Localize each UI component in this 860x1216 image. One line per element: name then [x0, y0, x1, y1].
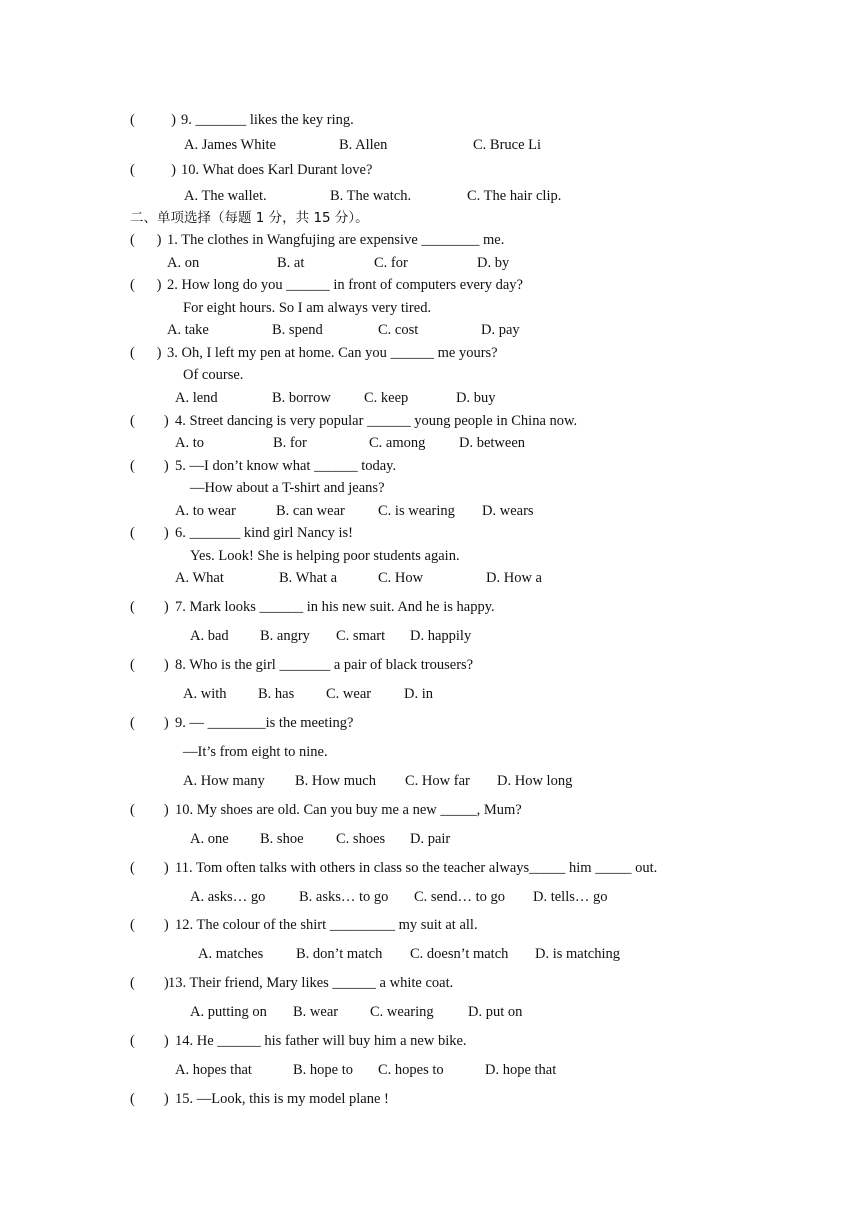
p2-q3-answer: Of course.: [183, 367, 244, 383]
p2-q2-option-c: C. cost: [378, 322, 419, 338]
p2-q15-bracket: ( ): [130, 1091, 169, 1107]
p2-q10-stem: 10. My shoes are old. Can you buy me a new _____, Mum?: [175, 802, 522, 818]
p2-q2-answer: For eight hours. So I am always very tired.: [183, 300, 432, 316]
q10-option-a: A. The wallet.: [184, 188, 267, 204]
q10-stem: 10. What does Karl Durant love?: [181, 162, 373, 178]
p2-q14-option-d: D. hope that: [485, 1062, 557, 1078]
p2-q5-bracket: ( ): [130, 458, 169, 474]
p2-q3-stem: 3. Oh, I left my pen at home. Can you ______ me yours?: [167, 345, 498, 361]
p2-q7-stem: 7. Mark looks ______ in his new suit. And he is happy.: [175, 599, 495, 615]
q10-option-b: B. The watch.: [330, 188, 412, 204]
p2-q11-option-c: C. send… to go: [414, 889, 506, 905]
p2-q6-option-d: D. How a: [486, 570, 542, 586]
p2-q10-bracket: ( ): [130, 802, 169, 818]
p2-q2-option-d: D. pay: [481, 322, 520, 338]
p2-q10-option-b: B. shoe: [260, 831, 304, 847]
p2-q6-option-a: A. What: [175, 570, 224, 586]
p2-q5-answer: —How about a T-shirt and jeans?: [190, 480, 385, 496]
p2-q6-answer: Yes. Look! She is helping poor students again.: [190, 548, 460, 564]
p2-q9-option-d: D. How long: [497, 773, 573, 789]
p2-q4-bracket: ( ): [130, 413, 169, 429]
p2-q12-option-a: A. matches: [198, 946, 264, 962]
p2-q8-option-a: A. with: [183, 686, 227, 702]
p2-q4-stem: 4. Street dancing is very popular ______ young people in China now.: [175, 413, 578, 429]
p2-q2-option-b: B. spend: [272, 322, 323, 338]
p2-q14-option-c: C. hopes to: [378, 1062, 444, 1078]
p2-q3-option-a: A. lend: [175, 390, 218, 406]
p2-q13-option-b: B. wear: [293, 1004, 339, 1020]
p2-q9-answer: —It’s from eight to nine.: [183, 744, 328, 760]
p2-q4-option-d: D. between: [459, 435, 526, 451]
p2-q8-stem: 8. Who is the girl _______ a pair of black trousers?: [175, 657, 474, 673]
p2-q7-option-d: D. happily: [410, 628, 472, 644]
p2-q14-option-a: A. hopes that: [175, 1062, 252, 1078]
p2-q9-option-b: B. How much: [295, 773, 376, 789]
p2-q4-option-c: C. among: [369, 435, 426, 451]
p2-q5-option-c: C. is wearing: [378, 503, 455, 519]
p2-q8-option-c: C. wear: [326, 686, 372, 702]
p2-q12-option-d: D. is matching: [535, 946, 620, 962]
p2-q5-option-a: A. to wear: [175, 503, 236, 519]
p2-q1-stem: 1. The clothes in Wangfujing are expensive ________ me.: [167, 232, 505, 248]
p2-q8-option-b: B. has: [258, 686, 295, 702]
p2-q3-option-b: B. borrow: [272, 390, 331, 406]
p2-q5-option-b: B. can wear: [276, 503, 345, 519]
p2-q11-stem: 11. Tom often talks with others in class so the teacher always_____ him _____ out.: [175, 860, 658, 876]
p2-q6-option-c: C. How: [378, 570, 424, 586]
p2-q11-option-d: D. tells… go: [533, 889, 608, 905]
p2-q2-option-a: A. take: [167, 322, 209, 338]
p2-q10-option-d: D. pair: [410, 831, 451, 847]
p2-q1-option-d: D. by: [477, 255, 510, 271]
p2-q8-option-d: D. in: [404, 686, 433, 702]
p2-q9-option-c: C. How far: [405, 773, 470, 789]
p2-q12-bracket: ( ): [130, 917, 169, 933]
q9-option-c: C. Bruce Li: [473, 137, 542, 153]
p2-q7-option-b: B. angry: [260, 628, 310, 644]
p2-q13-stem: 13. Their friend, Mary likes ______ a white coat.: [168, 975, 454, 991]
q9-bracket: ( ): [130, 112, 176, 128]
q10-bracket: ( ): [130, 162, 176, 178]
p2-q1-option-b: B. at: [277, 255, 305, 271]
p2-q6-stem: 6. _______ kind girl Nancy is!: [175, 525, 354, 541]
p2-q1-bracket: ( ): [130, 232, 162, 248]
p2-q13-option-d: D. put on: [468, 1004, 523, 1020]
p2-q15-stem: 15. —Look, this is my model plane !: [175, 1091, 389, 1107]
p2-q9-option-a: A. How many: [183, 773, 265, 789]
p2-q1-option-c: C. for: [374, 255, 408, 271]
q9-option-a: A. James White: [184, 137, 276, 153]
p2-q11-option-a: A. asks… go: [190, 889, 266, 905]
p2-q12-option-b: B. don’t match: [296, 946, 383, 962]
section-heading: 二、单项选择（每题 1 分，共 15 分）。: [130, 210, 369, 226]
p2-q4-option-b: B. for: [273, 435, 307, 451]
p2-q8-bracket: ( ): [130, 657, 169, 673]
p2-q13-bracket: ( ): [130, 975, 169, 991]
p2-q9-bracket: ( ): [130, 715, 169, 731]
p2-q12-option-c: C. doesn’t match: [410, 946, 509, 962]
p2-q4-option-a: A. to: [175, 435, 204, 451]
q9-stem: 9. _______ likes the key ring.: [181, 112, 354, 128]
p2-q3-option-c: C. keep: [364, 390, 409, 406]
p2-q3-option-d: D. buy: [456, 390, 496, 406]
p2-q10-option-c: C. shoes: [336, 831, 386, 847]
p2-q9-stem: 9. — ________is the meeting?: [175, 715, 354, 731]
p2-q5-option-d: D. wears: [482, 503, 534, 519]
p2-q14-stem: 14. He ______ his father will buy him a new bike.: [175, 1033, 467, 1049]
p2-q11-option-b: B. asks… to go: [299, 889, 389, 905]
p2-q12-stem: 12. The colour of the shirt _________ my suit at all.: [175, 917, 478, 933]
p2-q10-option-a: A. one: [190, 831, 229, 847]
p2-q5-stem: 5. —I don’t know what ______ today.: [175, 458, 397, 474]
p2-q1-option-a: A. on: [167, 255, 200, 271]
p2-q14-bracket: ( ): [130, 1033, 169, 1049]
p2-q13-option-c: C. wearing: [370, 1004, 434, 1020]
q9-option-b: B. Allen: [339, 137, 388, 153]
p2-q7-bracket: ( ): [130, 599, 169, 615]
p2-q11-bracket: ( ): [130, 860, 169, 876]
p2-q14-option-b: B. hope to: [293, 1062, 354, 1078]
p2-q3-bracket: ( ): [130, 345, 162, 361]
p2-q2-stem: 2. How long do you ______ in front of computers every day?: [167, 277, 523, 293]
p2-q7-option-c: C. smart: [336, 628, 386, 644]
q10-option-c: C. The hair clip.: [467, 188, 562, 204]
p2-q6-bracket: ( ): [130, 525, 169, 541]
p2-q13-option-a: A. putting on: [190, 1004, 267, 1020]
p2-q2-bracket: ( ): [130, 277, 162, 293]
p2-q6-option-b: B. What a: [279, 570, 338, 586]
p2-q7-option-a: A. bad: [190, 628, 229, 644]
